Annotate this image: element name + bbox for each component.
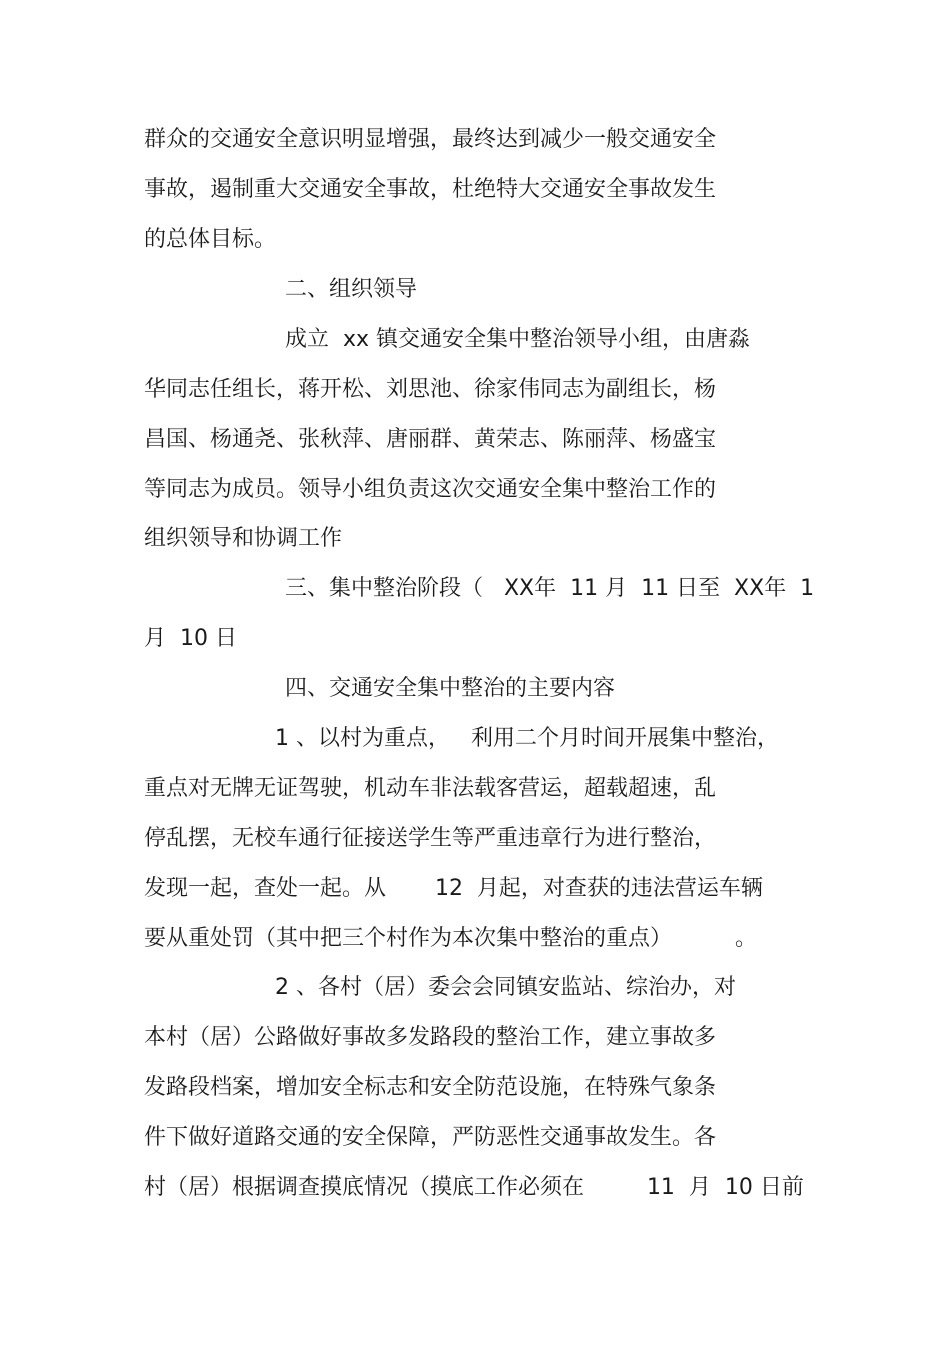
text-line: 本村（居）公路做好事故多发路段的整治工作，建立事故多 (144, 1025, 717, 1050)
text-line: 1 、以村为重点， 利用二个月时间开展集中整治， (275, 726, 779, 751)
text-line: 件下做好道路交通的安全保障，严防恶性交通事故发生。各 (144, 1125, 717, 1150)
text-line: 发现一起，查处一起。从 12 月起，对查获的违法营运车辆 (144, 876, 763, 901)
text-line: 成立 xx 镇交通安全集中整治领导小组，由唐淼 (285, 327, 751, 352)
text-line: 等同志为成员。领导小组负责这次交通安全集中整治工作的 (144, 477, 717, 502)
text-line: 组织领导和协调工作 (144, 526, 343, 551)
text-line: 要从重处罚（其中把三个村作为本次集中整治的重点） 。 (144, 926, 757, 951)
text-line: 华同志任组长，蒋开松、刘思池、徐家伟同志为副组长，杨 (144, 377, 717, 402)
section-heading: 三、集中整治阶段（ XX年 11 月 11 日至 XX年 1 (285, 576, 815, 601)
section-heading: 二、组织领导 (285, 277, 418, 302)
text-line: 发路段档案，增加安全标志和安全防范设施，在特殊气象条 (144, 1075, 717, 1100)
text-line: 的总体目标。 (144, 227, 277, 252)
text-line: 重点对无牌无证驾驶，机动车非法载客营运，超载超速，乱 (144, 776, 717, 801)
text-line: 昌国、杨通尧、张秋萍、唐丽群、黄荣志、陈丽萍、杨盛宝 (144, 427, 717, 452)
text-line: 村（居）根据调查摸底情况（摸底工作必须在 11 月 10 日前 (144, 1175, 804, 1200)
text-line: 月 10 日 (144, 626, 237, 651)
text-line: 事故，遏制重大交通安全事故，杜绝特大交通安全事故发生 (144, 177, 717, 202)
text-line: 停乱摆，无校车通行征接送学生等严重违章行为进行整治， (144, 826, 717, 851)
section-heading: 四、交通安全集中整治的主要内容 (285, 676, 616, 701)
text-line: 群众的交通安全意识明显增强，最终达到减少一般交通安全 (144, 127, 717, 152)
text-line: 2 、各村（居）委会会同镇安监站、综治办，对 (275, 975, 736, 1000)
